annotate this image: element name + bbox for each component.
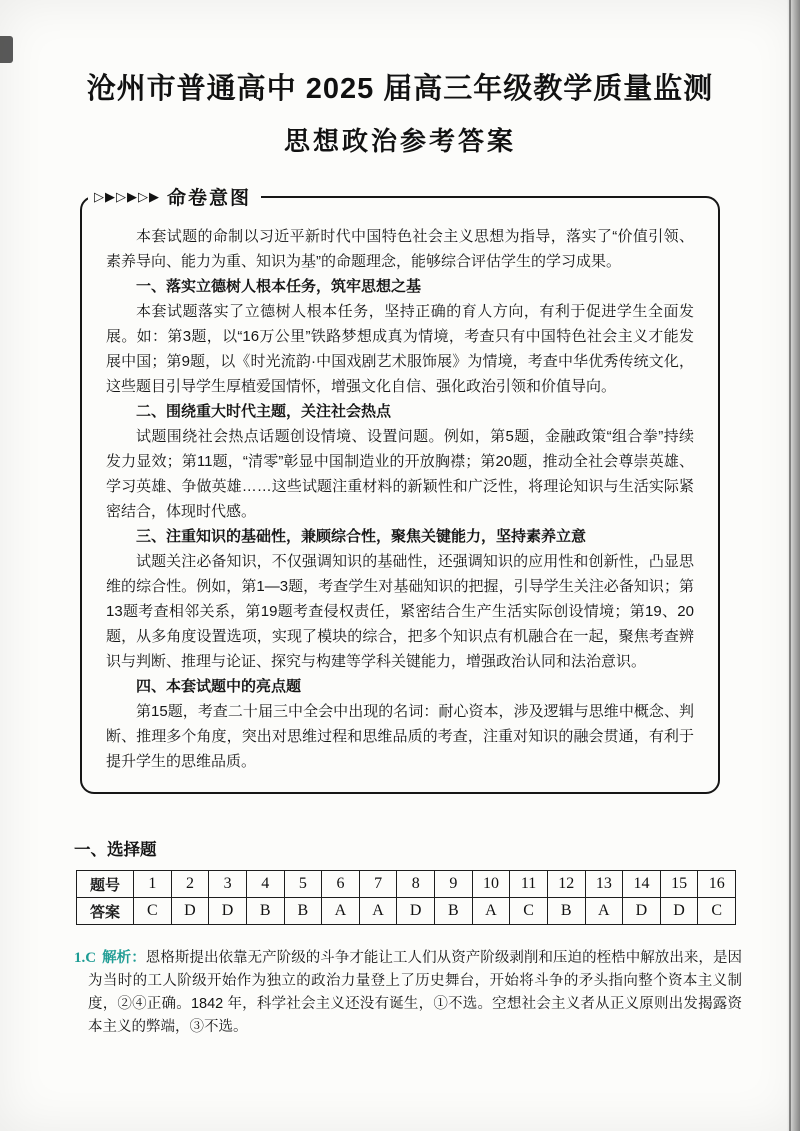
answer-cell: D	[623, 898, 661, 925]
question-number-cell: 1	[134, 871, 172, 898]
intent-paragraph: 第15题，考查二十届三中全会中出现的名词：耐心资本，涉及逻辑与思维中概念、判断、推理多个角度，突出对思维过程和思维品质的考查，注重对知识的融会贯通，有利于提升学生的思维品质。	[106, 703, 694, 770]
question-number-row	[77, 871, 736, 898]
answer-row	[77, 898, 736, 925]
intent-box-header	[88, 183, 261, 210]
answer-cell: B	[435, 898, 473, 925]
question-number-row-label: 题号	[77, 871, 134, 898]
arrow-decoration-icon: ▷▶▷▶▷▶	[94, 189, 160, 204]
answer-cell: C	[134, 898, 172, 925]
intent-paragraph: 本套试题的命制以习近平新时代中国特色社会主义思想为指导，落实了“价值引领、素养导向、能力为重、知识为基”的命题理念，能够综合评估学生的学习成果。	[106, 228, 694, 270]
answer-cell: A	[322, 898, 360, 925]
intent-heading: 四、本套试题中的亮点题	[136, 678, 302, 695]
question-number-cell: 3	[209, 871, 247, 898]
explanation-label: 解析：	[102, 950, 146, 966]
answer-cell: D	[660, 898, 698, 925]
intent-paragraph: 试题关注必备知识，不仅强调知识的基础性，还强调知识的应用性和创新性，凸显思维的综合性。例如，第1—3题，考查学生对基础知识的把握，引导学生关注必备知识；第13题考查相邻关系，第19题考查侵权责任，紧密结合生产生活实际创设情境；第19、20题，从多角度设置选项，实现了模块的综合，把多个知识点有机融合在一起，聚焦考查辨识与判断、推理与论证、探究与构建等学科关键能力，增强政治认同和法治意识。	[106, 553, 694, 670]
answer-row-label: 答案	[77, 898, 134, 925]
question-number-cell: 7	[359, 871, 397, 898]
answer-cell: D	[397, 898, 435, 925]
question-number-cell: 10	[472, 871, 510, 898]
explanation-item-1	[74, 947, 742, 1039]
document-subtitle: 思想政治参考答案	[283, 126, 516, 156]
explanation-number: 1.C	[74, 950, 97, 966]
scan-edge-line	[789, 0, 791, 1131]
answer-cell: B	[284, 898, 322, 925]
explanation-text: 恩格斯提出依靠无产阶级的斗争才能让工人们从资产阶级剥削和压迫的桎梏中解放出来，是因为当时的工人阶级开始作为独立的政治力量登上了历史舞台，开始将斗争的矛头指向整个资本主义制度，②④正确。1842 年，科学社会主义还没有诞生，①不选。空想社会主义者从正义原则出发揭露资本主义的弊端，③不选。	[88, 950, 743, 1035]
question-number-cell: 2	[171, 871, 209, 898]
answer-cell: A	[359, 898, 397, 925]
question-number-cell: 14	[623, 871, 661, 898]
question-number-cell: 13	[585, 871, 623, 898]
answer-cell: B	[246, 898, 284, 925]
intent-heading: 二、围绕重大时代主题，关注社会热点	[136, 403, 392, 420]
answer-cell: D	[171, 898, 209, 925]
intent-box-title: 命卷意图	[167, 188, 252, 209]
answer-cell: C	[698, 898, 736, 925]
question-number-cell: 6	[322, 871, 360, 898]
intent-box-content	[106, 224, 694, 774]
answer-cell: A	[472, 898, 510, 925]
answer-table	[76, 870, 736, 925]
answer-cell: B	[547, 898, 585, 925]
question-number-cell: 5	[284, 871, 322, 898]
question-number-cell: 9	[435, 871, 473, 898]
answer-cell: A	[585, 898, 623, 925]
intent-heading: 三、注重知识的基础性，兼顾综合性，聚焦关键能力，坚持素养立意	[136, 528, 587, 545]
question-number-cell: 15	[660, 871, 698, 898]
intent-box	[80, 188, 720, 794]
document-title: 沧州市普通高中 2025 届高三年级教学质量监测	[86, 73, 714, 105]
intent-paragraph: 本套试题落实了立德树人根本任务，坚持正确的育人方向，有利于促进学生全面发展。如：第3题，以“16万公里”铁路梦想成真为情境，考查只有中国特色社会主义才能发展中国；第9题，以《时光流韵·中国戏剧艺术服饰展》为情境，考查中华优秀传统文化，这些题目引导学生厚植爱国情怀，增强文化自信、强化政治引领和价值导向。	[106, 303, 694, 395]
question-number-cell: 12	[547, 871, 585, 898]
scan-mark-top-left	[0, 36, 13, 63]
question-number-cell: 8	[397, 871, 435, 898]
answer-cell: C	[510, 898, 548, 925]
intent-paragraph: 试题围绕社会热点话题创设情境、设置问题。例如，第5题，金融政策“组合拳”持续发力显效；第11题，“清零”彰显中国制造业的开放胸襟；第20题，推动全社会尊崇英雄、学习英雄、争做英雄……这些试题注重材料的新颖性和广泛性，将理论知识与生活实际紧密结合，体现时代感。	[106, 428, 694, 520]
intent-heading: 一、落实立德树人根本任务，筑牢思想之基	[136, 278, 422, 295]
answer-cell: D	[209, 898, 247, 925]
question-number-cell: 16	[698, 871, 736, 898]
question-number-cell: 11	[510, 871, 548, 898]
question-number-cell: 4	[246, 871, 284, 898]
choice-section-heading: 一、选择题	[74, 841, 157, 859]
